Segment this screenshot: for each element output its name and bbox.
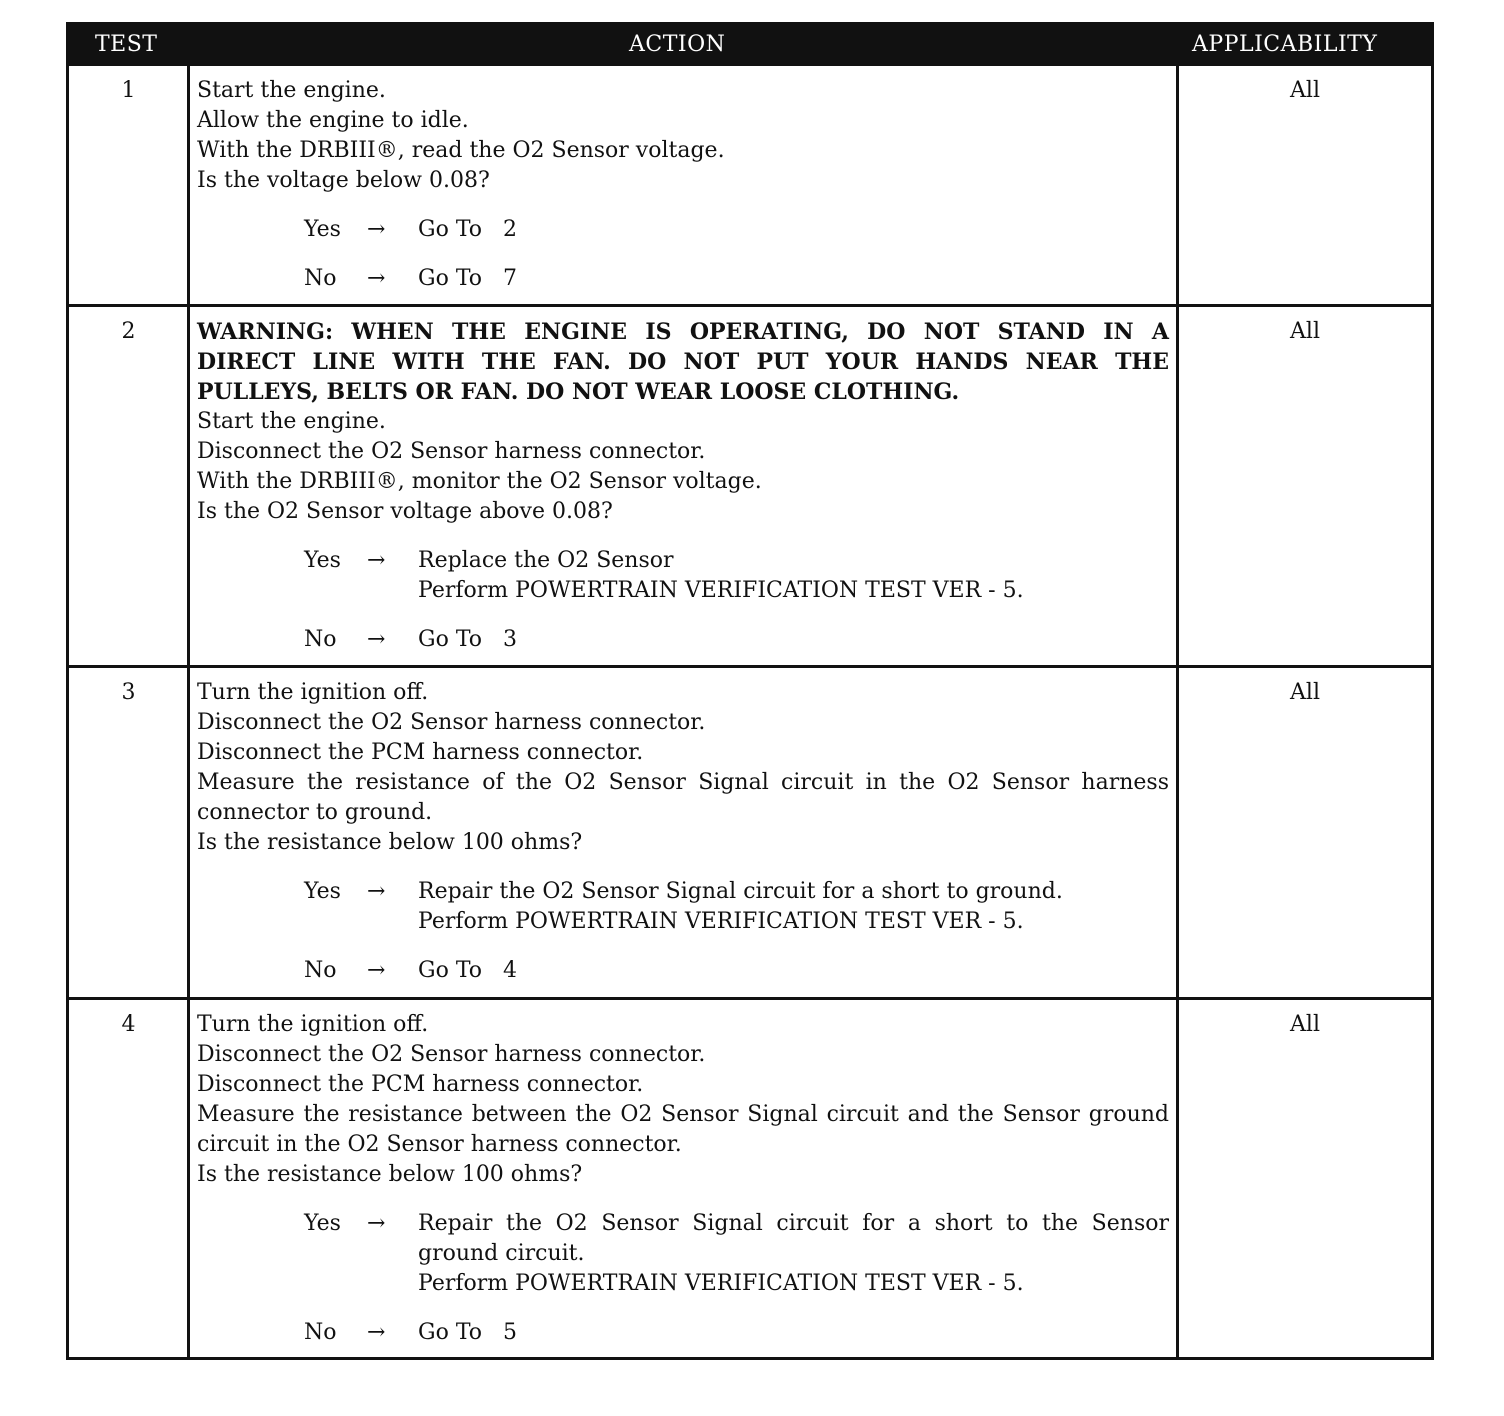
test-number: 2 [121, 319, 136, 344]
yes-action-line: Perform POWERTRAIN VERIFICATION TEST VER - 5. [418, 578, 1024, 603]
action-line: With the DRBIII®, read the O2 Sensor voltage. [197, 138, 725, 163]
diagnostic-test-table [66, 22, 1434, 1360]
arrow-icon: → [367, 548, 386, 573]
yes-action-line: Perform POWERTRAIN VERIFICATION TEST VER - 5. [418, 1271, 1024, 1296]
action-line: Is the resistance below 100 ohms? [197, 830, 583, 855]
warning-line: WARNING: WHEN THE ENGINE IS OPERATING, DO NOT STAND IN A [197, 319, 1169, 345]
arrow-icon: → [367, 958, 386, 983]
action-line: Is the O2 Sensor voltage above 0.08? [197, 499, 613, 524]
no-label: No [304, 627, 337, 652]
yes-action-line: Repair the O2 Sensor Signal circuit for a short to ground. [418, 879, 1063, 904]
yes-action-line: Go To 2 [418, 217, 517, 242]
action-line: connector to ground. [197, 800, 433, 825]
no-action-line: Go To 7 [418, 266, 517, 291]
action-line: Is the resistance below 100 ohms? [197, 1162, 583, 1187]
action-cell [197, 76, 1169, 294]
action-line: Measure the resistance between the O2 Sensor Signal circuit and the Sensor ground [197, 1102, 1169, 1127]
no-result [197, 264, 1169, 294]
applicability-value: All [1290, 1012, 1320, 1037]
applicability-value: All [1290, 680, 1320, 705]
yes-result [197, 546, 1169, 606]
no-action [418, 956, 1169, 986]
yes-result [197, 877, 1169, 937]
action-line: Turn the ignition off. [197, 680, 429, 705]
test-number: 3 [121, 680, 136, 705]
yes-action [418, 215, 1169, 245]
yes-label: Yes [304, 548, 341, 573]
no-result [197, 1318, 1169, 1348]
action-line: Start the engine. [197, 409, 386, 434]
action-cell [197, 317, 1169, 655]
header-test: TEST [95, 32, 158, 57]
arrow-icon: → [367, 217, 386, 242]
warning-line: PULLEYS, BELTS OR FAN. DO NOT WEAR LOOSE CLOTHING. [197, 379, 960, 405]
action-line: Disconnect the O2 Sensor harness connector. [197, 1042, 706, 1067]
test-number: 4 [121, 1012, 136, 1037]
action-cell [197, 1010, 1169, 1348]
yes-label: Yes [304, 879, 341, 904]
action-line: circuit in the O2 Sensor harness connector. [197, 1132, 682, 1157]
arrow-icon: → [367, 879, 386, 904]
no-label: No [304, 266, 337, 291]
action-line: Disconnect the PCM harness connector. [197, 740, 644, 765]
yes-label: Yes [304, 1211, 341, 1236]
no-result [197, 625, 1169, 655]
action-line: Allow the engine to idle. [197, 108, 469, 133]
yes-action [418, 1209, 1169, 1299]
no-action-line: Go To 5 [418, 1320, 517, 1345]
action-line: With the DRBIII®, monitor the O2 Sensor voltage. [197, 469, 762, 494]
no-action [418, 264, 1169, 294]
table-row [69, 66, 1431, 304]
yes-action-line: Perform POWERTRAIN VERIFICATION TEST VER - 5. [418, 909, 1024, 934]
action-line: Turn the ignition off. [197, 1012, 429, 1037]
applicability-value: All [1290, 78, 1320, 103]
header-applicability: APPLICABILITY [1192, 32, 1378, 57]
table-row [69, 307, 1431, 665]
action-line: Disconnect the O2 Sensor harness connector. [197, 439, 706, 464]
action-line: Disconnect the O2 Sensor harness connector. [197, 710, 706, 735]
yes-result [197, 215, 1169, 245]
action-cell [197, 678, 1169, 986]
no-action-line: Go To 4 [418, 958, 517, 983]
arrow-icon: → [367, 266, 386, 291]
no-result [197, 956, 1169, 986]
arrow-icon: → [367, 1320, 386, 1345]
yes-action-line: Repair the O2 Sensor Signal circuit for a short to the Sensor [418, 1211, 1169, 1236]
yes-action-line: ground circuit. [418, 1241, 585, 1266]
yes-action-line: Replace the O2 Sensor [418, 548, 674, 573]
arrow-icon: → [367, 1211, 386, 1236]
no-label: No [304, 1320, 337, 1345]
no-action-line: Go To 3 [418, 627, 517, 652]
yes-label: Yes [304, 217, 341, 242]
no-action [418, 625, 1169, 655]
no-label: No [304, 958, 337, 983]
header-action: ACTION [629, 32, 726, 57]
yes-action [418, 546, 1169, 606]
action-line: Is the voltage below 0.08? [197, 168, 490, 193]
arrow-icon: → [367, 627, 386, 652]
warning-line: DIRECT LINE WITH THE FAN. DO NOT PUT YOUR HANDS NEAR THE [197, 349, 1169, 375]
table-header [69, 25, 1431, 66]
yes-action [418, 877, 1169, 937]
action-line: Start the engine. [197, 78, 386, 103]
applicability-value: All [1290, 319, 1320, 344]
no-action [418, 1318, 1169, 1348]
table-row [69, 668, 1431, 997]
yes-result [197, 1209, 1169, 1299]
table-row [69, 1000, 1431, 1357]
action-line: Disconnect the PCM harness connector. [197, 1072, 644, 1097]
action-line: Measure the resistance of the O2 Sensor Signal circuit in the O2 Sensor harness [197, 770, 1169, 795]
test-number: 1 [121, 78, 136, 103]
